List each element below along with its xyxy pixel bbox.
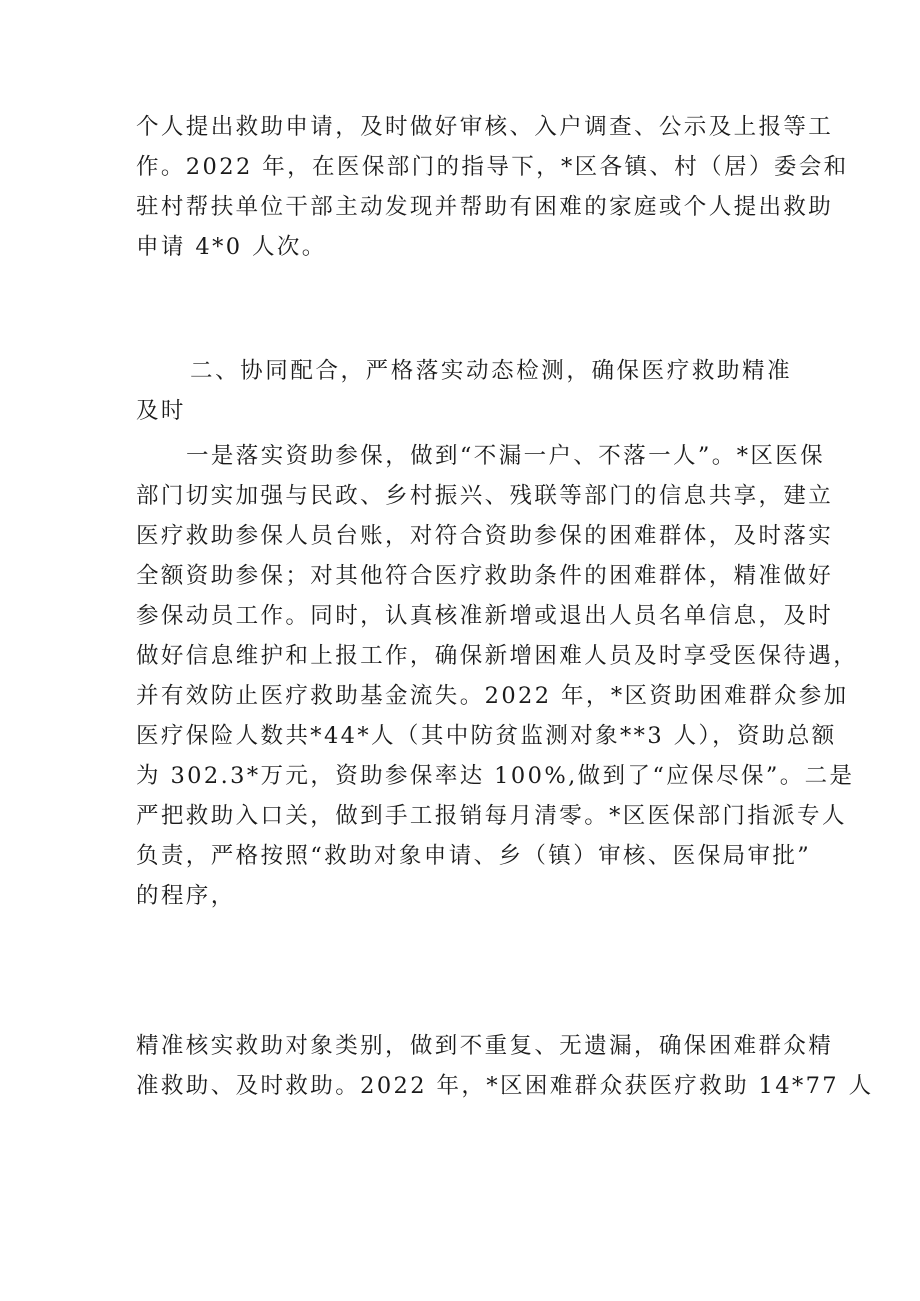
paragraph-1-line: 申请 4*0 人次。: [136, 234, 327, 260]
paragraph-2-line: 严把救助入口关，做到手工报销每月清零。*区医保部门指派专人: [136, 803, 847, 829]
section-heading-text: 二、协同配合，严格落实动态检测，确保医疗救助精准及时: [136, 358, 792, 424]
paragraph-2-line: 医疗保险人数共*44*人（其中防贫监测对象**3 人），资助总额: [136, 723, 837, 749]
paragraph-2-line: 医疗救助参保人员台账，对符合资助参保的困难群体，及时落实: [136, 523, 834, 549]
paragraph-3-line: 准救助、及时救助。2022 年，*区困难群众获医疗救助 14*77 人: [136, 1073, 874, 1099]
paragraph-2-line: 一是落实资助参保，做到“不漏一户、不落一人”。*区医保: [186, 443, 826, 469]
paragraph-1-line: 驻村帮扶单位干部主动发现并帮助有困难的家庭或个人提出救助: [136, 194, 834, 220]
paragraph-1: [136, 107, 849, 267]
paragraph-1-line: 个人提出救助申请，及时做好审核、入户调查、公示及上报等工: [136, 114, 834, 140]
paragraph-3: [136, 1026, 874, 1106]
section-heading: [136, 351, 792, 431]
paragraph-2-line: 参保动员工作。同时，认真核准新增或退出人员名单信息，及时: [136, 603, 834, 629]
paragraph-2: [136, 436, 859, 916]
paragraph-1-line: 作。2022 年，在医保部门的指导下，*区各镇、村（居）委会和: [136, 154, 849, 180]
paragraph-2-line: 部门切实加强与民政、乡村振兴、残联等部门的信息共享，建立: [136, 483, 834, 509]
paragraph-3-line: 精准核实救助对象类别，做到不重复、无遗漏，确保困难群众精: [136, 1033, 834, 1059]
paragraph-2-line: 做好信息维护和上报工作，确保新增困难人员及时享受医保待遇，: [136, 643, 859, 669]
paragraph-2-line: 为 302.3*万元，资助参保率达 100%,做到了“应保尽保”。二是: [136, 763, 855, 789]
paragraph-2-line: 全额资助参保；对其他符合医疗救助条件的困难群体，精准做好: [136, 563, 834, 589]
paragraph-2-line: 并有效防止医疗救助基金流失。2022 年，*区资助困难群众参加: [136, 683, 849, 709]
paragraph-2-line: 的程序，: [136, 883, 236, 909]
paragraph-2-line: 负责，严格按照“救助对象申请、乡（镇）审核、医保局审批”: [136, 843, 812, 869]
